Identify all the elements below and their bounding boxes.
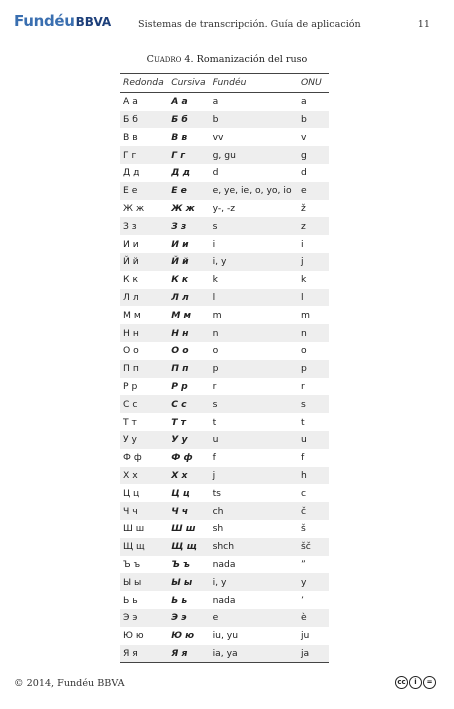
cell-redonda: Э э <box>120 609 168 627</box>
cell-redonda: Ы ы <box>120 573 168 591</box>
cell-fundeu: j <box>210 467 298 485</box>
document-title: Sistemas de transcripción. Guía de aplicación <box>138 19 361 30</box>
col-header-redonda: Redonda <box>120 74 168 93</box>
table-row <box>120 92 329 110</box>
cell-onu: c <box>300 487 306 499</box>
logo-primary: Fundéu <box>14 12 75 30</box>
cell-cursiva: Г г <box>168 146 209 164</box>
cell-cursiva: Ц ц <box>171 487 190 499</box>
cell-cursiva: Л л <box>168 289 209 307</box>
col-header-fundeu: Fundéu <box>210 74 298 93</box>
cell-fundeu: i, y <box>210 573 298 591</box>
cell-cursiva: Ч ч <box>168 502 209 520</box>
col-header-onu: ONU <box>298 74 329 93</box>
cell-cursiva: Э э <box>168 609 209 627</box>
cell-onu: h <box>298 467 329 485</box>
cell-cursiva: Е е <box>168 182 209 200</box>
cell-cursiva: О о <box>171 345 189 357</box>
table-body <box>120 92 329 663</box>
cell-fundeu: l <box>210 289 298 307</box>
cell-onu: r <box>300 380 305 392</box>
cell-fundeu: g, gu <box>210 146 298 164</box>
cell-cursiva: Р р <box>171 380 188 392</box>
cell-redonda: Ж ж <box>123 202 145 214</box>
cell-cursiva: И и <box>171 238 189 250</box>
cell-cursiva: Щ щ <box>168 538 209 556</box>
cell-redonda: Я я <box>120 645 168 663</box>
cell-redonda: Е е <box>120 182 168 200</box>
table-row <box>120 502 329 520</box>
cell-redonda: У у <box>120 431 168 449</box>
cell-cursiva: А а <box>171 96 188 108</box>
cell-redonda: М м <box>123 309 141 321</box>
page-header <box>0 0 454 40</box>
cell-fundeu: a <box>212 96 219 108</box>
cell-cursiva: Х х <box>168 467 209 485</box>
table-row <box>120 645 329 663</box>
cell-onu: č <box>298 502 329 520</box>
table-row <box>120 306 329 324</box>
table-row <box>120 128 329 146</box>
cell-fundeu: t <box>212 416 217 428</box>
table-caption <box>0 54 454 65</box>
cell-fundeu: m <box>212 309 222 321</box>
table-header-row <box>120 74 329 93</box>
cell-redonda: Ц ц <box>123 487 140 499</box>
cell-fundeu: p <box>210 360 298 378</box>
cell-onu: n <box>298 324 329 342</box>
cell-onu: o <box>300 345 307 357</box>
cell-redonda: Л л <box>120 289 168 307</box>
cell-cursiva: В в <box>171 131 188 143</box>
cell-onu: j <box>298 253 329 271</box>
table-row <box>120 111 329 129</box>
cell-redonda: Ф ф <box>123 452 142 464</box>
cell-redonda: Щ щ <box>120 538 168 556</box>
cell-onu: z <box>298 217 329 235</box>
cell-redonda: Ь ь <box>123 594 138 606</box>
cell-onu: g <box>298 146 329 164</box>
cell-redonda: И и <box>123 238 139 250</box>
cell-redonda: Ч ч <box>120 502 168 520</box>
table-row <box>120 573 329 591</box>
cell-onu: k <box>300 274 307 286</box>
cell-onu: i <box>300 238 304 250</box>
table-row <box>120 182 329 200</box>
copyright: © 2014, Fundéu BBVA <box>14 678 125 689</box>
cell-cursiva: Ф ф <box>171 452 193 464</box>
cell-cursiva: Я я <box>168 645 209 663</box>
table-row <box>120 217 329 235</box>
cc-icon: cc <box>395 676 408 689</box>
cell-fundeu: y-, -z <box>212 202 236 214</box>
cell-cursiva: Ш ш <box>171 523 196 535</box>
cell-redonda: О о <box>123 345 139 357</box>
cell-cursiva: П п <box>168 360 209 378</box>
cell-fundeu: o <box>212 345 219 357</box>
table-row <box>120 164 329 182</box>
cell-redonda: Т т <box>123 416 137 428</box>
cell-fundeu: ia, ya <box>210 645 298 663</box>
table-row <box>120 235 329 253</box>
cell-cursiva: Ж ж <box>171 202 195 214</box>
cell-cursiva: Й й <box>168 253 209 271</box>
romanization-table <box>120 73 329 663</box>
cell-onu: a <box>300 96 307 108</box>
cell-cursiva: Т т <box>171 416 186 428</box>
nd-icon: = <box>423 676 436 689</box>
cell-redonda: Р р <box>123 380 138 392</box>
col-header-cursiva: Cursiva <box>168 74 209 93</box>
cell-fundeu: e, ye, ie, o, yo, io <box>210 182 298 200</box>
cell-onu: d <box>300 167 307 179</box>
cell-fundeu: i <box>212 238 216 250</box>
cell-cursiva: З з <box>168 217 209 235</box>
table-row <box>120 627 329 645</box>
table-row <box>120 289 329 307</box>
cell-cursiva: Б б <box>168 111 209 129</box>
caption-text: Romanización del ruso <box>196 54 308 65</box>
fundeu-logo <box>14 12 111 30</box>
table-row <box>120 467 329 485</box>
cell-cursiva: Н н <box>168 324 209 342</box>
cell-onu: m <box>300 309 310 321</box>
table-row <box>120 591 329 609</box>
cell-fundeu: ts <box>212 487 221 499</box>
table-row <box>120 484 329 502</box>
cell-fundeu: s <box>210 395 298 413</box>
cell-redonda: Х х <box>120 467 168 485</box>
cell-cursiva: С с <box>168 395 209 413</box>
cell-onu: ž <box>300 202 306 214</box>
cell-cursiva: Ю ю <box>171 630 195 642</box>
cell-redonda: П п <box>120 360 168 378</box>
table-row <box>120 253 329 271</box>
cell-onu: ja <box>298 645 329 663</box>
table-row <box>120 271 329 289</box>
cell-onu: b <box>298 111 329 129</box>
cell-onu: y <box>298 573 329 591</box>
cell-fundeu: u <box>210 431 298 449</box>
cell-onu: è <box>298 609 329 627</box>
cell-fundeu: nada <box>212 594 236 606</box>
cell-fundeu: iu, yu <box>212 630 239 642</box>
cell-fundeu: f <box>212 452 216 464</box>
cell-cursiva: Ь ь <box>171 594 188 606</box>
page-number: 11 <box>417 19 430 30</box>
cell-fundeu: d <box>212 167 219 179</box>
table-row <box>120 413 329 431</box>
cell-fundeu: ch <box>210 502 298 520</box>
cell-redonda: Ш ш <box>123 523 145 535</box>
license-badge <box>395 676 436 689</box>
cell-fundeu: e <box>210 609 298 627</box>
table-row <box>120 324 329 342</box>
table-row <box>120 146 329 164</box>
table-row <box>120 342 329 360</box>
cell-redonda: Б б <box>120 111 168 129</box>
cell-fundeu: shch <box>210 538 298 556</box>
cell-onu: l <box>298 289 329 307</box>
table-row <box>120 538 329 556</box>
cell-redonda: Д д <box>123 167 140 179</box>
cell-redonda: А а <box>123 96 138 108</box>
cell-redonda: Ю ю <box>123 630 144 642</box>
cell-redonda: Й й <box>120 253 168 271</box>
cell-cursiva: М м <box>171 309 192 321</box>
caption-label: Cuadro 4. <box>146 54 194 65</box>
cell-fundeu: sh <box>212 523 224 535</box>
table-row <box>120 556 329 574</box>
cell-onu: v <box>300 131 307 143</box>
table-row <box>120 449 329 467</box>
table-row <box>120 395 329 413</box>
cell-onu: ˮ <box>300 558 306 570</box>
cell-cursiva: Ъ ъ <box>171 558 190 570</box>
cell-cursiva: К к <box>171 274 189 286</box>
cell-onu: š <box>300 523 306 535</box>
cell-cursiva: У у <box>168 431 209 449</box>
cell-onu: u <box>298 431 329 449</box>
cell-cursiva: Ы ы <box>168 573 209 591</box>
cell-redonda: Ъ ъ <box>123 558 141 570</box>
table-row <box>120 360 329 378</box>
cell-cursiva: Д д <box>171 167 190 179</box>
cell-fundeu: i, y <box>210 253 298 271</box>
cell-onu: f <box>300 452 305 464</box>
cell-fundeu: n <box>210 324 298 342</box>
cell-onu: t <box>300 416 305 428</box>
cell-fundeu: vv <box>212 131 224 143</box>
table-row <box>120 200 329 218</box>
cell-onu: ʼ <box>300 594 304 606</box>
cell-redonda: З з <box>120 217 168 235</box>
cell-redonda: В в <box>123 131 138 143</box>
table-row <box>120 609 329 627</box>
table-row <box>120 431 329 449</box>
cell-onu: e <box>298 182 329 200</box>
logo-secondary: BBVA <box>75 15 112 29</box>
cell-onu: s <box>298 395 329 413</box>
cell-fundeu: b <box>210 111 298 129</box>
cell-onu: p <box>298 360 329 378</box>
cell-fundeu: nada <box>212 558 236 570</box>
by-icon: i <box>409 676 422 689</box>
cell-onu: ju <box>300 630 310 642</box>
cell-redonda: Г г <box>120 146 168 164</box>
cell-fundeu: r <box>212 380 217 392</box>
cell-fundeu: k <box>212 274 218 286</box>
cell-onu: šč <box>298 538 329 556</box>
cell-redonda: С с <box>120 395 168 413</box>
table-row <box>120 520 329 538</box>
table-row <box>120 378 329 396</box>
cell-redonda: К к <box>123 274 138 286</box>
cell-redonda: Н н <box>120 324 168 342</box>
cell-fundeu: s <box>210 217 298 235</box>
